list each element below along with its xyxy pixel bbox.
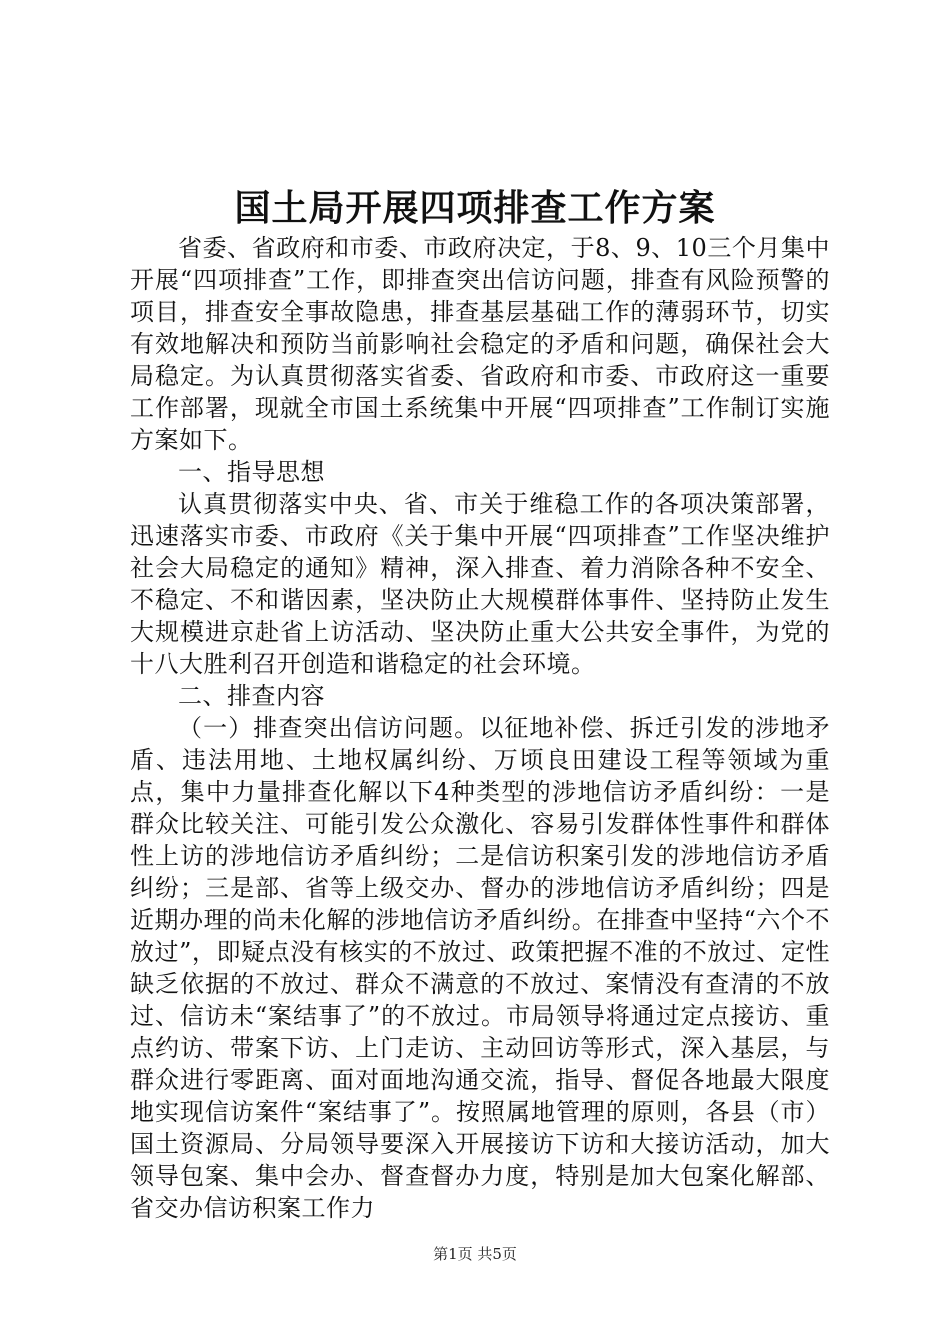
section-heading-guiding-ideology: 一、指导思想 [178, 458, 325, 486]
document-body [130, 232, 830, 1224]
document-title: 国土局开展四项排查工作方案 [234, 187, 716, 229]
inspection-content-paragraph: （一）排查突出信访问题。以征地补偿、拆迁引发的涉地矛盾、违法用地、土地权属纠纷、万顷良田建设工程等领域为重点，集中力量排查化解以下4种类型的涉地信访矛盾纠纷：一是群众比较关注、可能引发公众激化、容易引发群体性事件和群体性上访的涉地信访矛盾纠纷；二是信访积案引发的涉地信访矛盾纠纷；三是部、省等上级交办、督办的涉地信访矛盾纠纷；四是近期办理的尚未化解的涉地信访矛盾纠纷。在排查中坚持“六个不放过”，即疑点没有核实的不放过、政策把握不准的不放过、定性缺乏依据的不放过、群众不满意的不放过、案情没有查清的不放过、信访未“案结事了”的不放过。市局领导将通过定点接访、重点约访、带案下访、上门走访、主动回访等形式，深入基层，与群众进行零距离、面对面地沟通交流，指导、督促各地最大限度地实现信访案件“案结事了”。按照属地管理的原则，各县（市）国土资源局、分局领导要深入开展接访下访和大接访活动，加大领导包案、集中会办、督查督办力度，特别是加大包案化解部、省交办信访积案工作力 [130, 714, 830, 1222]
intro-paragraph: 省委、省政府和市委、市政府决定，于8、9、10三个月集中开展“四项排查”工作，即排查突出信访问题，排查有风险预警的项目，排查安全事故隐患，排查基层基础工作的薄弱环节，切实有效地解决和预防当前影响社会稳定的矛盾和问题，确保社会大局稳定。为认真贯彻落实省委、省政府和市委、市政府这一重要工作部署，现就全市国土系统集中开展“四项排查”工作制订实施方案如下。 [130, 234, 830, 454]
page-number-footer: 第1页 共5页 [433, 1245, 517, 1263]
section-heading-inspection-content: 二、排查内容 [178, 682, 325, 710]
guiding-ideology-paragraph: 认真贯彻落实中央、省、市关于维稳工作的各项决策部署，迅速落实市委、市政府《关于集中开展“四项排查”工作坚决维护社会大局稳定的通知》精神，深入排查、着力消除各种不安全、不稳定、不和谐因素，坚决防止大规模群体事件、坚持防止发生大规模进京赴省上访活动、坚决防止重大公共安全事件，为党的十八大胜利召开创造和谐稳定的社会环境。 [130, 490, 830, 678]
